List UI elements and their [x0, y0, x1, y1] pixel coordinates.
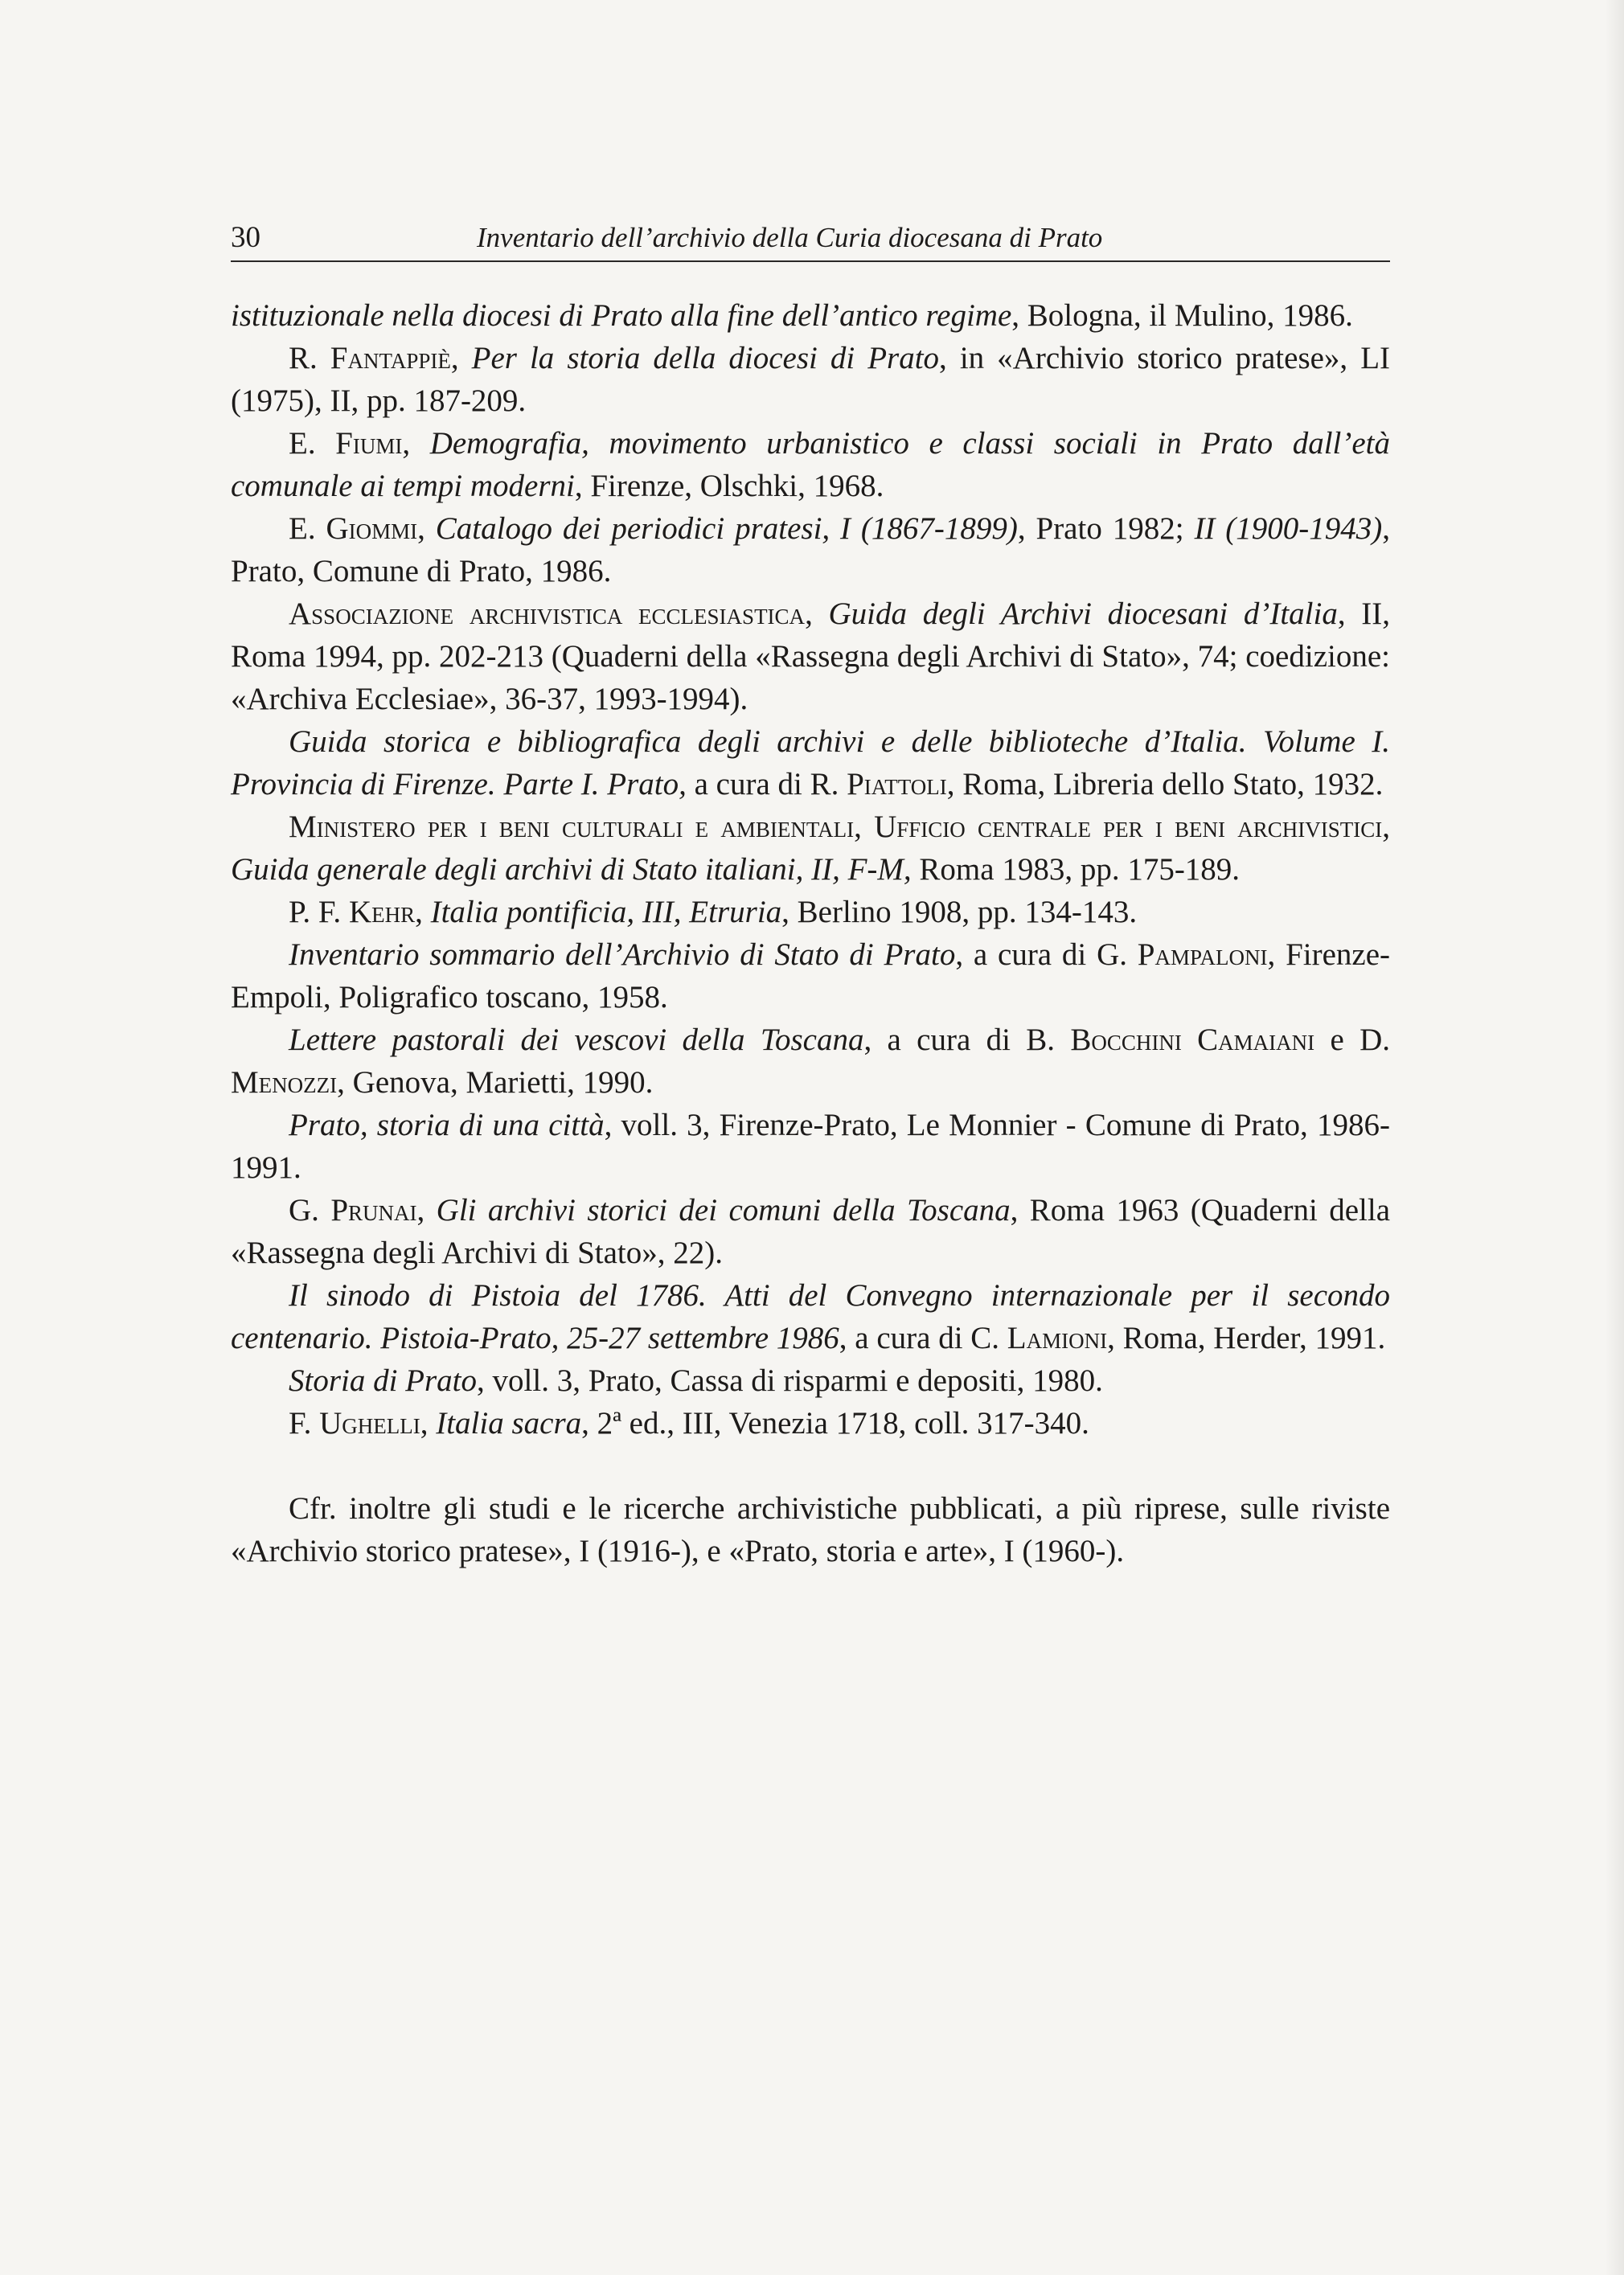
- page-number: 30: [231, 221, 260, 254]
- editor-name: Menozzi: [231, 1065, 338, 1100]
- bibliography-entry: Inventario sommario dell’Archivio di Stato di Prato, a cura di G. Pampaloni, Firenze-Empoli, Poligrafico toscano, 1958.: [231, 937, 1391, 1015]
- bibliography-entry: Lettere pastorali dei vescovi della Toscana, a cura di B. Bocchini Camaiani e D. Menozzi, Genova, Marietti, 1990.: [231, 1023, 1390, 1100]
- document-page: [231, 219, 1390, 1572]
- bibliography-entry: Guida storica e bibliografica degli archivi e delle biblioteche d’Italia. Volume I. Provincia di Firenze. Parte I. Prato, a cura di R. Piattoli, Roma, Libreria dello Stato, 1932.: [231, 724, 1390, 801]
- bibliography-entry: E. Giommi, Catalogo dei periodici pratesi, I (1867-1899), Prato 1982; II (1900-1943), Prato, Comune di Prato, 1986.: [231, 511, 1391, 588]
- author-name: Giommi: [326, 511, 418, 546]
- bibliography-entry: P. F. Kehr, Italia pontificia, III, Etruria, Berlino 1908, pp. 134-143.: [289, 895, 1138, 929]
- editor-name: Piattoli: [847, 767, 947, 801]
- author-name: Fiumi: [335, 426, 403, 461]
- running-header: [231, 219, 1390, 262]
- author-name: Ministero per i beni culturali e ambientali, Ufficio centrale per i beni archivistici: [289, 810, 1383, 844]
- closing-note: Cfr. inoltre gli studi e le ricerche archivistiche pubblicati, a più riprese, sulle riviste «Archivio storico pratese», I (1916-), e «Prato, storia e arte», I (1960-).: [231, 1491, 1390, 1568]
- bibliography-entry: Prato, storia di una città, voll. 3, Firenze-Prato, Le Monnier - Comune di Prato, 1986-1991.: [231, 1108, 1390, 1185]
- scan-edge-shadow: [1605, 0, 1624, 2275]
- bibliography-entry: G. Prunai, Gli archivi storici dei comuni della Toscana, Roma 1963 (Quaderni della «Rassegna degli Archivi di Stato», 22).: [231, 1193, 1391, 1270]
- author-name: Ughelli: [319, 1406, 420, 1441]
- bibliography-entry: istituzionale nella diocesi di Prato alla fine dell’antico regime, Bologna, il Mulino, 1986.: [231, 298, 1353, 333]
- bibliography-entry: R. Fantappiè, Per la storia della diocesi di Prato, in «Archivio storico pratese», LI (1975), II, pp. 187-209.: [231, 341, 1391, 418]
- editor-name: Lamioni: [1007, 1321, 1108, 1355]
- bibliography-entry: F. Ughelli, Italia sacra, 2ª ed., III, Venezia 1718, coll. 317-340.: [289, 1406, 1089, 1441]
- author-name: Kehr: [348, 895, 416, 929]
- editor-name: Pampaloni: [1137, 937, 1268, 972]
- bibliography: [231, 294, 1390, 1572]
- bibliography-entry: Il sinodo di Pistoia del 1786. Atti del Convegno internazionale per il secondo centenario. Pistoia-Prato, 25-27 settembre 1986, a cura di C. Lamioni, Roma, Herder, 1991.: [231, 1278, 1390, 1355]
- author-name: Associazione archivistica ecclesiastica: [289, 596, 806, 631]
- author-name: Fantappiè: [330, 341, 451, 375]
- running-title: Inventario dell’archivio della Curia diocesana di Prato: [477, 222, 1103, 253]
- author-name: Prunai: [330, 1193, 417, 1228]
- editor-name: Bocchini Camaiani: [1070, 1023, 1315, 1057]
- bibliography-entry: Ministero per i beni culturali e ambientali, Ufficio centrale per i beni archivistici, Guida generale degli archivi di Stato italiani, II, F-M, Roma 1983, pp. 175-189.: [231, 810, 1390, 887]
- bibliography-entry: Storia di Prato, voll. 3, Prato, Cassa di risparmi e depositi, 1980.: [289, 1363, 1103, 1398]
- bibliography-entry: Associazione archivistica ecclesiastica, Guida degli Archivi diocesani d’Italia, II, Roma 1994, pp. 202-213 (Quaderni della «Rassegna degli Archivi di Stato», 74; coedizione: «Archiva Ecclesiae», 36-37, 1993-1994).: [231, 596, 1390, 716]
- bibliography-entry: E. Fiumi, Demografia, movimento urbanistico e classi sociali in Prato dall’età comunale ai tempi moderni, Firenze, Olschki, 1968.: [231, 426, 1390, 503]
